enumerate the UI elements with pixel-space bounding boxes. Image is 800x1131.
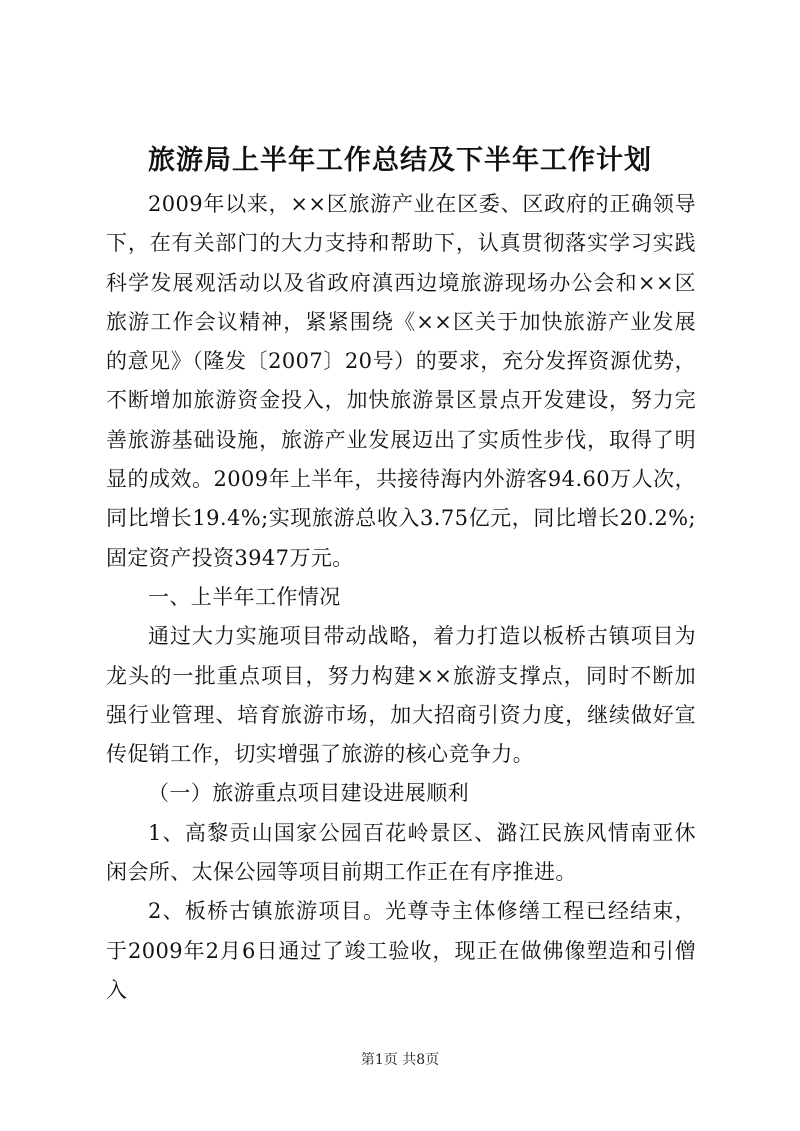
page-number-footer: 第1页 共8页 [360,1052,440,1068]
paragraph-intro: 2009年以来，××区旅游产业在区委、区政府的正确领导下，在有关部门的大力支持和帮助下，认真贯彻落实学习实践科学发展观活动以及省政府滇西边境旅游现场办公会和××区旅游工作会议精神，紧紧围绕《××区关于加快旅游产业发展的意见》（隆发〔2007〕20号）的要求，充分发挥资源优势，不断增加旅游资金投入，加快旅游景区景点开发建设，努力完善旅游基础设施，旅游产业发展迈出了实质性步伐，取得了明显的成效。2009年上半年，共接待海内外游客94.60万人次，同比增长19.4%;实现旅游总收入3.75亿元，同比增长20.2%;固定资产投资3947万元。 [106,192,696,570]
subsection-heading-1: （一）旅游重点项目建设进展顺利 [148,781,469,806]
document-body [106,185,696,1010]
paragraph-item-2: 2、板桥古镇旅游项目。光尊寺主体修缮工程已经结束，于2009年2月6日通过了竣工验收，现正在做佛像塑造和引僧入 [106,899,696,1002]
paragraph-item-1: 1、高黎贡山国家公园百花岭景区、潞江民族风情南亚休闲会所、太保公园等项目前期工作正在有序推进。 [106,820,696,885]
section-heading-1: 一、上半年工作情况 [148,584,341,609]
paragraph-section-1: 通过大力实施项目带动战略，着力打造以板桥古镇项目为龙头的一批重点项目，努力构建××旅游支撑点，同时不断加强行业管理、培育旅游市场，加大招商引资力度，继续做好宣传促销工作，切实增强了旅游的核心竞争力。 [106,624,696,767]
document-title: 旅游局上半年工作总结及下半年工作计划 [148,145,652,176]
